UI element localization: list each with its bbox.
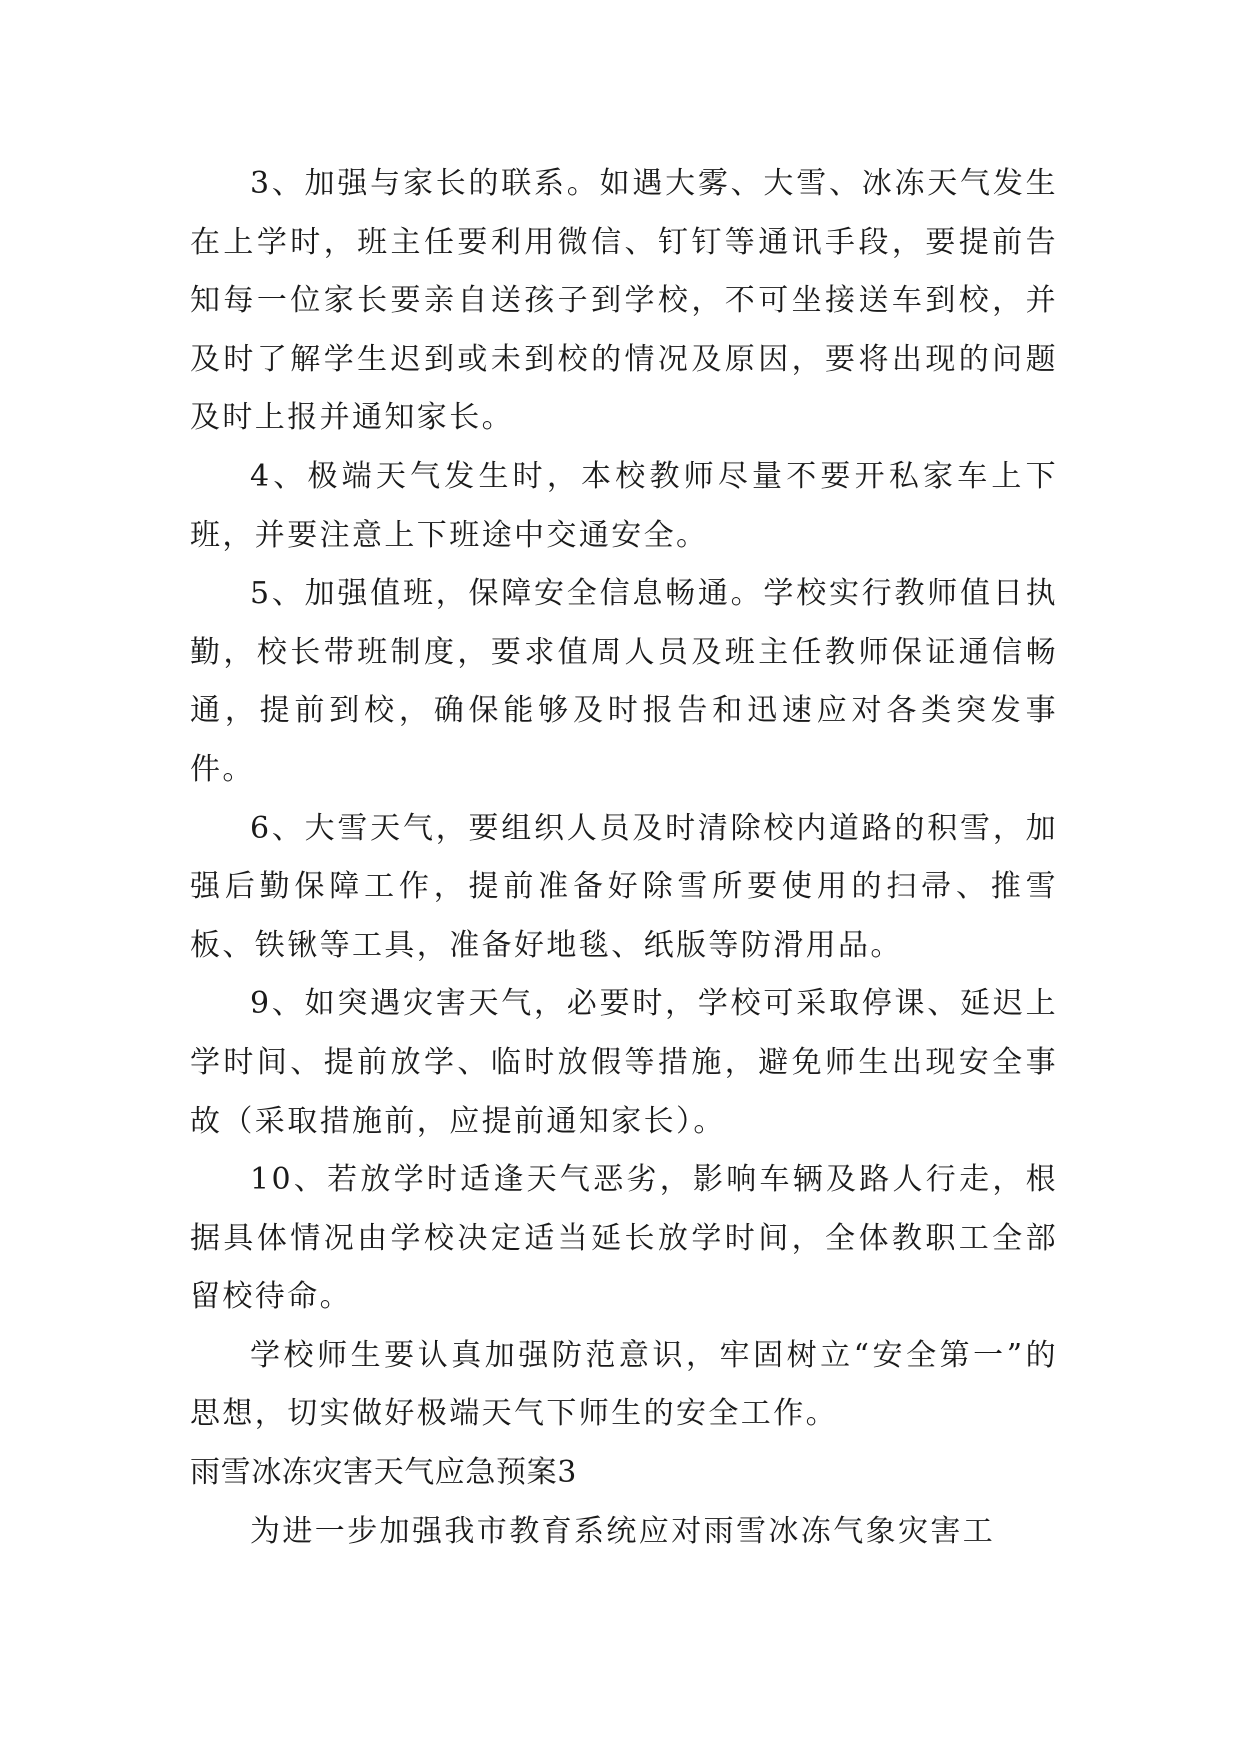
- paragraph-item-9: 9、如突遇灾害天气，必要时，学校可采取停课、延迟上学时间、提前放学、临时放假等措施，避免师生出现安全事故（采取措施前，应提前通知家长）。: [190, 986, 1058, 1139]
- paragraph-item-5: 5、加强值班，保障安全信息畅通。学校实行教师值日执勤，校长带班制度，要求值周人员及班主任教师保证通信畅通，提前到校，确保能够及时报告和迅速应对各类突发事件。: [190, 576, 1058, 787]
- paragraph-item-3: 3、加强与家长的联系。如遇大雾、大雪、冰冻天气发生在上学时，班主任要利用微信、钉钉等通讯手段，要提前告知每一位家长要亲自送孩子到学校，不可坐接送车到校，并及时了解学生迟到或未到校的情况及原因，要将出现的问题及时上报并通知家长。: [190, 166, 1058, 436]
- document-body: [190, 155, 1058, 1561]
- closing-paragraph: 学校师生要认真加强防范意识，牢固树立“安全第一”的思想，切实做好极端天气下师生的安全工作。: [190, 1337, 1058, 1432]
- paragraph-item-10: 10、若放学时适逢天气恶劣，影响车辆及路人行走，根据具体情况由学校决定适当延长放学时间，全体教职工全部留校待命。: [190, 1162, 1058, 1315]
- section-heading: 雨雪冰冻灾害天气应急预案3: [190, 1455, 577, 1491]
- intro-paragraph: 为进一步加强我市教育系统应对雨雪冰冻气象灾害工: [250, 1513, 996, 1549]
- paragraph-item-6: 6、大雪天气，要组织人员及时清除校内道路的积雪，加强后勤保障工作，提前准备好除雪所要使用的扫帚、推雪板、铁锹等工具，准备好地毯、纸版等防滑用品。: [190, 810, 1058, 963]
- paragraph-item-4: 4、极端天气发生时，本校教师尽量不要开私家车上下班，并要注意上下班途中交通安全。: [190, 458, 1058, 553]
